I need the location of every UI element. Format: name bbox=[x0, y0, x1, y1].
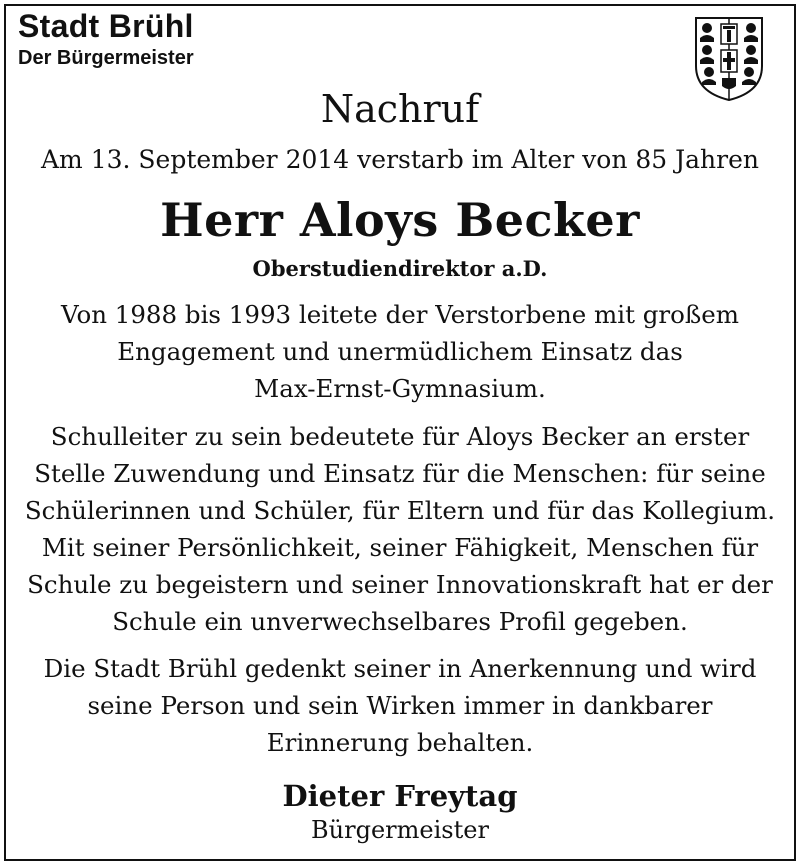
header bbox=[18, 8, 194, 70]
org-name: Stadt Brühl bbox=[18, 8, 194, 44]
signer-name: Dieter Freytag bbox=[282, 779, 518, 813]
dateline: Am 13. September 2014 verstarb im Alter von 85 Jahren bbox=[41, 145, 759, 174]
deceased-rank: Oberstudiendirektor a.D. bbox=[252, 256, 548, 281]
text-line: Schulleiter zu sein bedeutete für Aloys Becker an erster bbox=[50, 422, 750, 451]
text-line: Von 1988 bis 1993 leitete der Verstorbene mit großem bbox=[61, 300, 739, 329]
org-subtitle: Der Bürgermeister bbox=[18, 47, 194, 69]
text-line: Schule ein unverwechselbares Profil gegeben. bbox=[112, 607, 688, 636]
text-line: Engagement und unermüdlichem Einsatz das bbox=[117, 337, 683, 366]
signer-title: Bürgermeister bbox=[311, 816, 489, 844]
text-line: Max-Ernst-Gymnasium. bbox=[254, 374, 546, 403]
text-line: Mit seiner Persönlichkeit, seiner Fähigkeit, Menschen für bbox=[41, 533, 759, 562]
paragraph-tribute bbox=[0, 418, 800, 640]
text-line: seine Person und sein Wirken immer in dankbarer bbox=[87, 691, 713, 720]
deceased-name: Herr Aloys Becker bbox=[160, 193, 640, 247]
text-line: Schule zu begeistern und seiner Innovationskraft hat er der bbox=[27, 570, 773, 599]
text-line: Schülerinnen und Schüler, für Eltern und für das Kollegium. bbox=[24, 496, 776, 525]
text-line: Erinnerung behalten. bbox=[266, 728, 534, 757]
text-line: Die Stadt Brühl gedenkt seiner in Anerkennung und wird bbox=[43, 654, 757, 683]
text-line: Stelle Zuwendung und Einsatz für die Menschen: für seine bbox=[34, 459, 766, 488]
paragraph-career bbox=[0, 296, 800, 407]
paragraph-remembrance bbox=[0, 650, 800, 761]
notice-title: Nachruf bbox=[320, 87, 480, 131]
